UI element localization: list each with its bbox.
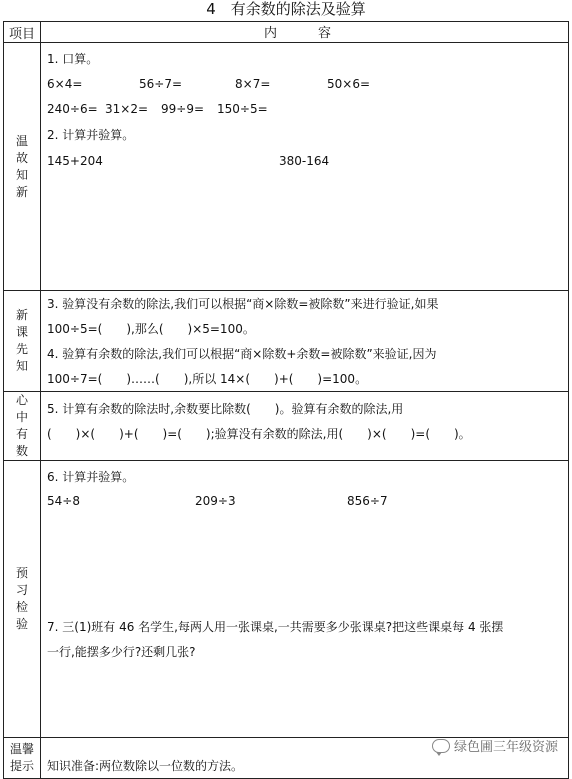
q2-item: 380-164 <box>279 154 330 168</box>
q2-title: 2. 计算并验算。 <box>47 128 135 142</box>
q4-line: 100÷7=( )……( ),所以 14×( )+( )=100。 <box>47 372 368 386</box>
key-label-cell <box>4 392 41 461</box>
review-label: 温故知新 <box>15 133 28 199</box>
header-content-cell: 内 容 <box>41 22 569 43</box>
new-label: 新课先知 <box>15 308 28 373</box>
header-row <box>4 22 569 43</box>
worksheet-table <box>3 21 569 779</box>
q1-title: 1. 口算。 <box>47 52 99 66</box>
q1-item: 56÷7= <box>139 77 183 91</box>
q2-item: 145+204 <box>47 154 103 168</box>
q1-item: 99÷9= <box>161 102 205 116</box>
key-label: 心中有数 <box>15 393 28 458</box>
preview-label: 预习检验 <box>15 566 28 631</box>
wechat-bubble-icon <box>432 739 450 753</box>
q3-line: 100÷5=( ),那么( )×5=100。 <box>47 322 255 336</box>
new-label-cell <box>4 291 41 392</box>
q7-line: 一行,能摆多少行?还剩几张? <box>47 645 196 659</box>
q6-item: 54÷8 <box>47 494 80 508</box>
q1-item: 240÷6= <box>47 102 98 116</box>
q1-item: 8×7= <box>235 77 271 91</box>
q6-item: 856÷7 <box>347 494 388 508</box>
preview-content <box>41 461 569 738</box>
q5-line: 5. 计算有余数的除法时,余数要比除数( )。验算有余数的除法,用 <box>47 402 404 416</box>
preview-row <box>4 461 569 738</box>
header-item-cell: 项目 <box>4 22 41 43</box>
tip-label-cell <box>4 738 41 779</box>
preview-label-cell <box>4 461 41 738</box>
watermark <box>432 736 558 755</box>
new-content <box>41 291 569 392</box>
q1-item: 6×4= <box>47 77 83 91</box>
q1-item: 31×2= <box>105 102 149 116</box>
review-content <box>41 43 569 291</box>
watermark-text: 绿色圃三年级资源 <box>453 740 558 755</box>
q4-line: 4. 验算有余数的除法,我们可以根据“商×除数+余数=被除数”来验证,因为 <box>47 347 437 361</box>
new-row <box>4 291 569 392</box>
key-row <box>4 392 569 461</box>
tip-label: 温馨提示 <box>9 742 34 773</box>
q1-item: 50×6= <box>327 77 371 91</box>
tip-text: 知识准备:两位数除以一位数的方法。 <box>47 759 244 773</box>
key-content <box>41 392 569 461</box>
page-title: 4 有余数的除法及验算 <box>206 0 366 18</box>
q6-title: 6. 计算并验算。 <box>47 470 135 484</box>
q1-item: 150÷5= <box>217 102 268 116</box>
q6-item: 209÷3 <box>195 494 236 508</box>
review-row <box>4 43 569 291</box>
q3-line: 3. 验算没有余数的除法,我们可以根据“商×除数=被除数”来进行验证,如果 <box>47 297 439 311</box>
review-label-cell <box>4 43 41 291</box>
q5-line: ( )×( )+( )=( );验算没有余数的除法,用( )×( )=( )。 <box>47 427 471 441</box>
q7-line: 7. 三(1)班有 46 名学生,每两人用一张课桌,一共需要多少张课桌?把这些课桌每 4 张摆 <box>47 620 504 634</box>
